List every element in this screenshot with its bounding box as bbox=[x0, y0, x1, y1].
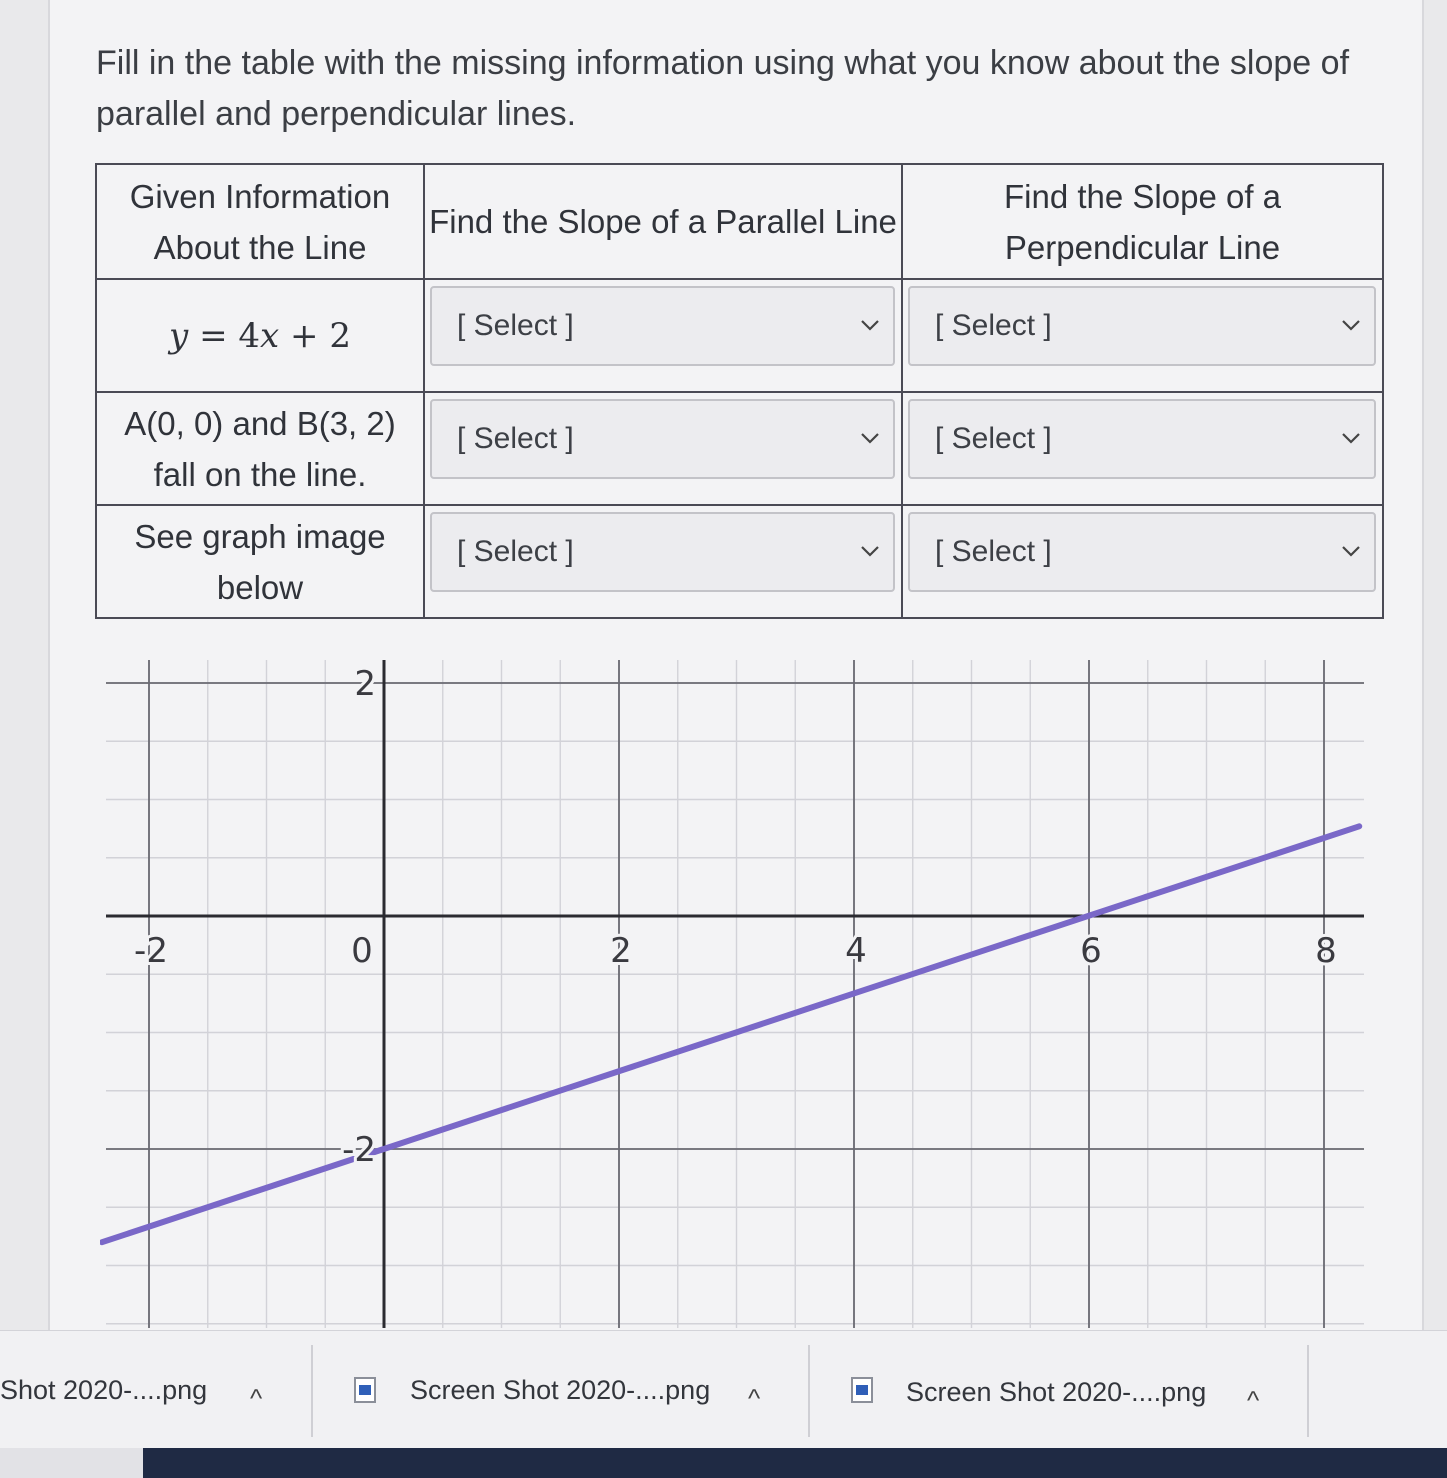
taskbar bbox=[0, 1448, 1447, 1478]
y-tick-label: -2 bbox=[342, 1130, 376, 1170]
series bbox=[102, 826, 1359, 1242]
chevron-down-icon bbox=[1340, 314, 1362, 336]
parallel-slope-select-3[interactable]: [ Select ] bbox=[430, 512, 895, 592]
line-graph bbox=[100, 652, 1366, 1328]
question-line-2: parallel and perpendicular lines. bbox=[96, 95, 577, 133]
divider bbox=[808, 1345, 810, 1437]
download-bar bbox=[0, 1330, 1447, 1448]
table-row bbox=[96, 505, 1383, 618]
file-icon bbox=[354, 1377, 376, 1403]
perpendicular-slope-select-2[interactable]: [ Select ] bbox=[908, 399, 1376, 479]
perpendicular-cell bbox=[902, 279, 1383, 392]
chevron-up-icon[interactable]: ^ bbox=[250, 1383, 263, 1413]
grid-minor bbox=[106, 660, 1364, 1328]
chevron-down-icon bbox=[859, 540, 881, 562]
x-tick-label: 0 bbox=[351, 931, 373, 971]
parallel-cell bbox=[424, 505, 902, 618]
perpendicular-slope-select-1[interactable]: [ Select ] bbox=[908, 286, 1376, 366]
table-header-row bbox=[96, 164, 1383, 279]
given-graph: See graph image below bbox=[96, 505, 424, 618]
equation-math: y = 4x + 2 bbox=[169, 315, 351, 356]
x-tick-label: 6 bbox=[1080, 931, 1102, 971]
x-tick-label: 8 bbox=[1315, 931, 1337, 971]
taskbar-start-area bbox=[0, 1448, 143, 1478]
y-tick-label: 2 bbox=[354, 664, 376, 704]
chevron-down-icon bbox=[1340, 540, 1362, 562]
table-row bbox=[96, 392, 1383, 505]
header-given: Given Information About the Line bbox=[96, 164, 424, 279]
question-text bbox=[96, 38, 1376, 140]
grid-major bbox=[106, 660, 1364, 1328]
table-row bbox=[96, 279, 1383, 392]
download-item[interactable]: Screen Shot 2020-....png bbox=[410, 1375, 711, 1405]
chevron-up-icon[interactable]: ^ bbox=[1247, 1385, 1260, 1415]
chevron-down-icon bbox=[859, 314, 881, 336]
divider bbox=[1307, 1345, 1309, 1437]
header-perpendicular: Find the Slope of a Perpendicular Line bbox=[902, 164, 1383, 279]
axes bbox=[106, 660, 1364, 1328]
series-line bbox=[102, 826, 1359, 1242]
download-item[interactable]: Shot 2020-....png bbox=[0, 1375, 208, 1405]
x-tick-label: 4 bbox=[845, 931, 867, 971]
parallel-slope-select-1[interactable]: [ Select ] bbox=[430, 286, 895, 366]
chevron-down-icon bbox=[859, 427, 881, 449]
x-tick-label: -2 bbox=[134, 931, 168, 971]
chevron-down-icon bbox=[1340, 427, 1362, 449]
file-icon bbox=[851, 1377, 873, 1403]
question-line-1: Fill in the table with the missing information using what you know about the slope of bbox=[96, 44, 1350, 82]
slope-table bbox=[95, 163, 1384, 619]
download-item[interactable]: Screen Shot 2020-....png bbox=[906, 1377, 1207, 1407]
chevron-up-icon[interactable]: ^ bbox=[748, 1383, 761, 1413]
x-tick-label: 2 bbox=[610, 931, 632, 971]
header-parallel: Find the Slope of a Parallel Line bbox=[424, 164, 902, 279]
given-equation bbox=[96, 279, 424, 392]
perpendicular-cell bbox=[902, 392, 1383, 505]
divider bbox=[311, 1345, 313, 1437]
parallel-cell bbox=[424, 392, 902, 505]
parallel-slope-select-2[interactable]: [ Select ] bbox=[430, 399, 895, 479]
perpendicular-cell bbox=[902, 505, 1383, 618]
given-points: A(0, 0) and B(3, 2) fall on the line. bbox=[96, 392, 424, 505]
perpendicular-slope-select-3[interactable]: [ Select ] bbox=[908, 512, 1376, 592]
parallel-cell bbox=[424, 279, 902, 392]
